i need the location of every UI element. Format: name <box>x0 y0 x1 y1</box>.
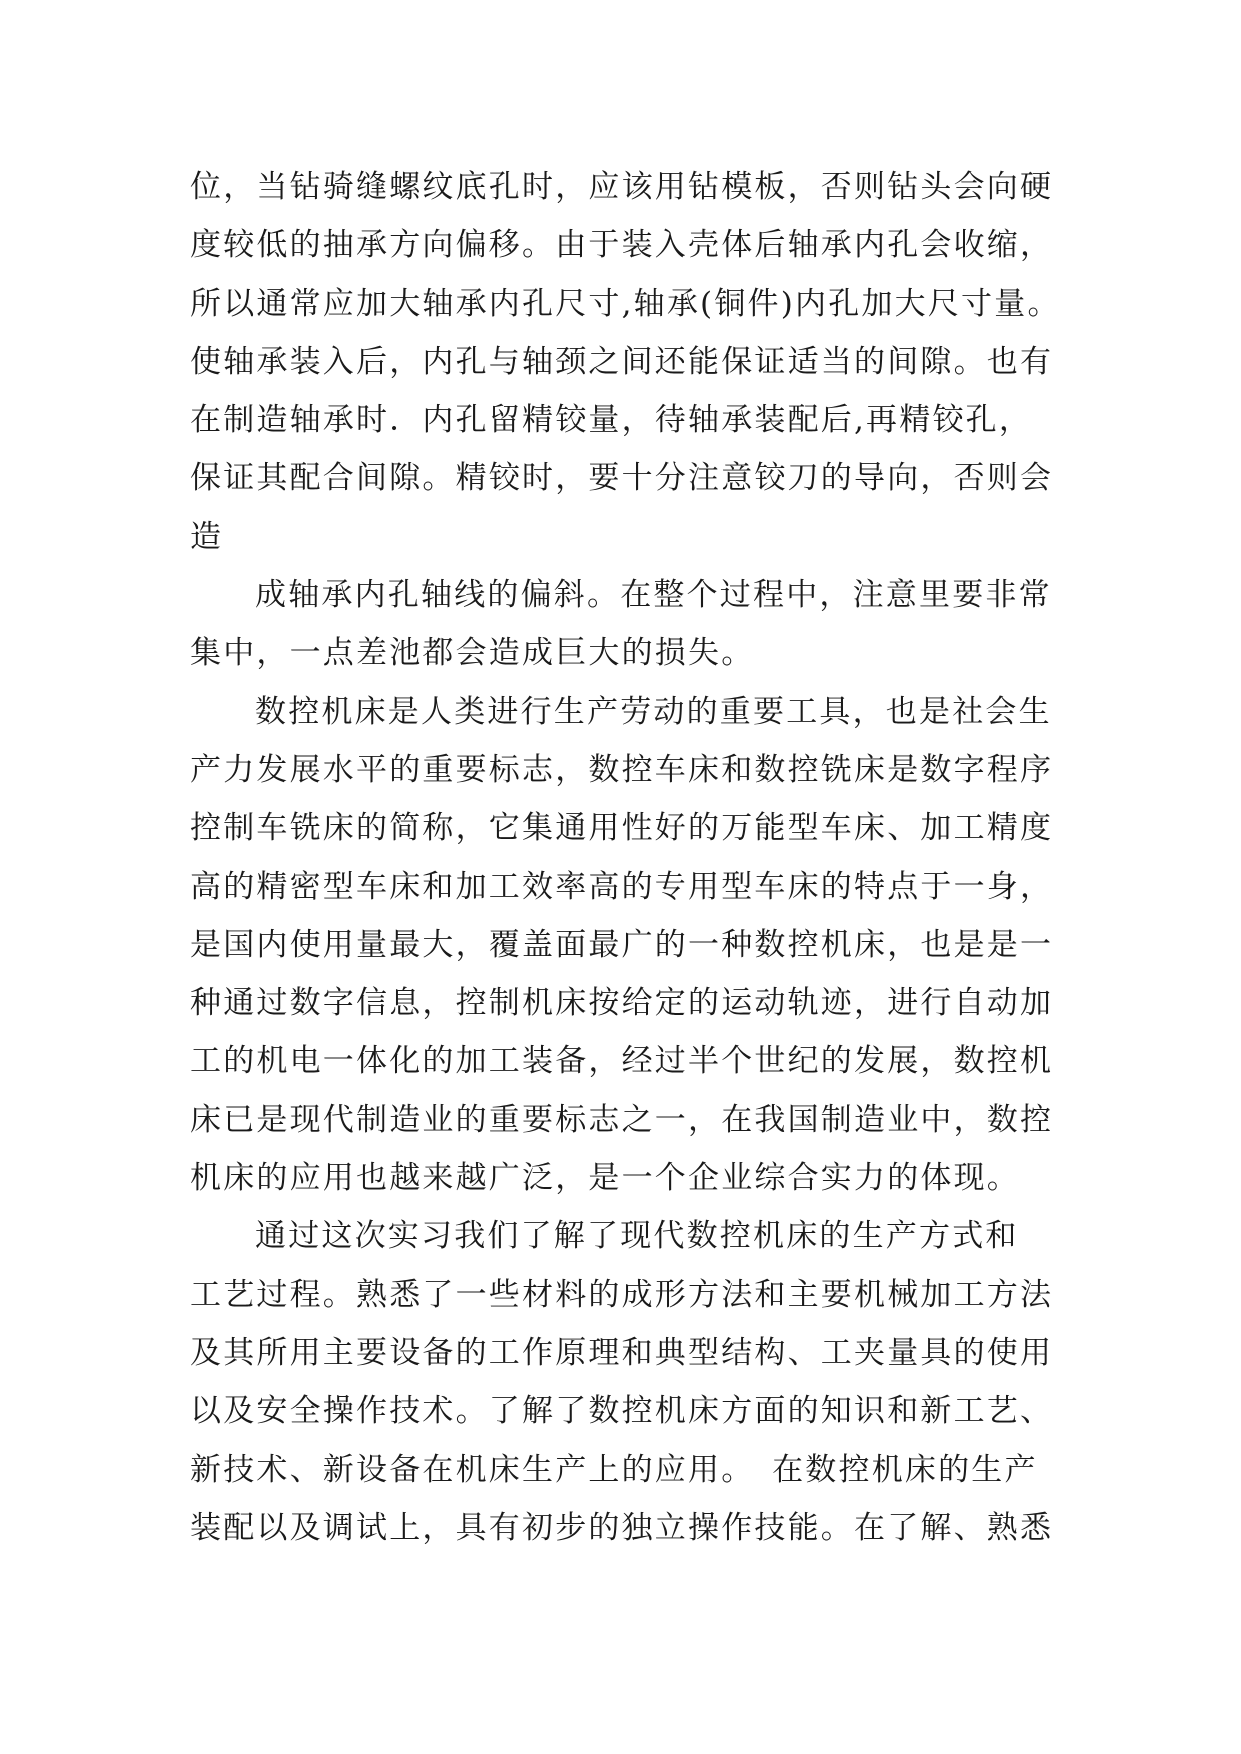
paragraph-first-line: 数控机床是人类进行生产劳动的重要工具，也是社会生 <box>255 693 1052 730</box>
text-line: 机床的应用也越来越广泛，是一个企业综合实力的体现。 <box>190 1160 1020 1197</box>
text-line: 工艺过程。熟悉了一些材料的成形方法和主要机械加工方法 <box>190 1276 1054 1313</box>
text-line: 所以通常应加大轴承内孔尺寸,轴承(铜件)内孔加大尺寸量。 <box>190 285 1061 322</box>
text-line: 新技术、新设备在机床生产上的应用。 在数控机床的生产 <box>190 1451 1038 1488</box>
paragraph-first-line: 成轴承内孔轴线的偏斜。在整个过程中，注意里要非常 <box>255 577 1052 614</box>
text-line: 及其所用主要设备的工作原理和典型结构、工夹量具的使用 <box>190 1334 1054 1371</box>
text-line: 保证其配合间隙。精铰时，要十分注意铰刀的导向，否则会 <box>190 460 1054 497</box>
text-line: 高的精密型车床和加工效率高的专用型车床的特点于一身， <box>190 868 1054 905</box>
text-line: 使轴承装入后，内孔与轴颈之间还能保证适当的间隙。也有 <box>190 343 1054 380</box>
text-line: 种通过数字信息，控制机床按给定的运动轨迹，进行自动加 <box>190 985 1054 1022</box>
text-line: 集中，一点差池都会造成巨大的损失。 <box>190 635 755 672</box>
text-line: 是国内使用量最大，覆盖面最广的一种数控机床，也是是一 <box>190 926 1054 963</box>
text-line: 位，当钻骑缝螺纹底孔时，应该用钻模板，否则钻头会向硬 <box>190 169 1054 205</box>
text-line: 产力发展水平的重要标志，数控车床和数控铣床是数字程序 <box>190 751 1054 788</box>
text-line: 在制造轴承时．内孔留精铰量，待轴承装配后,再精铰孔， <box>190 402 1033 439</box>
text-line: 控制车铣床的简称，它集通用性好的万能型车床、加工精度 <box>190 810 1054 847</box>
text-line: 造 <box>190 518 224 555</box>
paragraph-first-line: 通过这次实习我们了解了现代数控机床的生产方式和 <box>255 1218 1019 1255</box>
text-line: 以及安全操作技术。了解了数控机床方面的知识和新工艺、 <box>190 1393 1054 1430</box>
text-line: 工的机电一体化的加工装备，经过半个世纪的发展，数控机 <box>190 1043 1054 1080</box>
text-line: 装配以及调试上，具有初步的独立操作技能。在了解、熟悉 <box>190 1509 1054 1546</box>
text-line: 床已是现代制造业的重要标志之一，在我国制造业中，数控 <box>190 1101 1054 1138</box>
text-line: 度较低的抽承方向偏移。由于装入壳体后轴承内孔会收缩， <box>190 227 1054 264</box>
body-text <box>190 158 1070 1557</box>
